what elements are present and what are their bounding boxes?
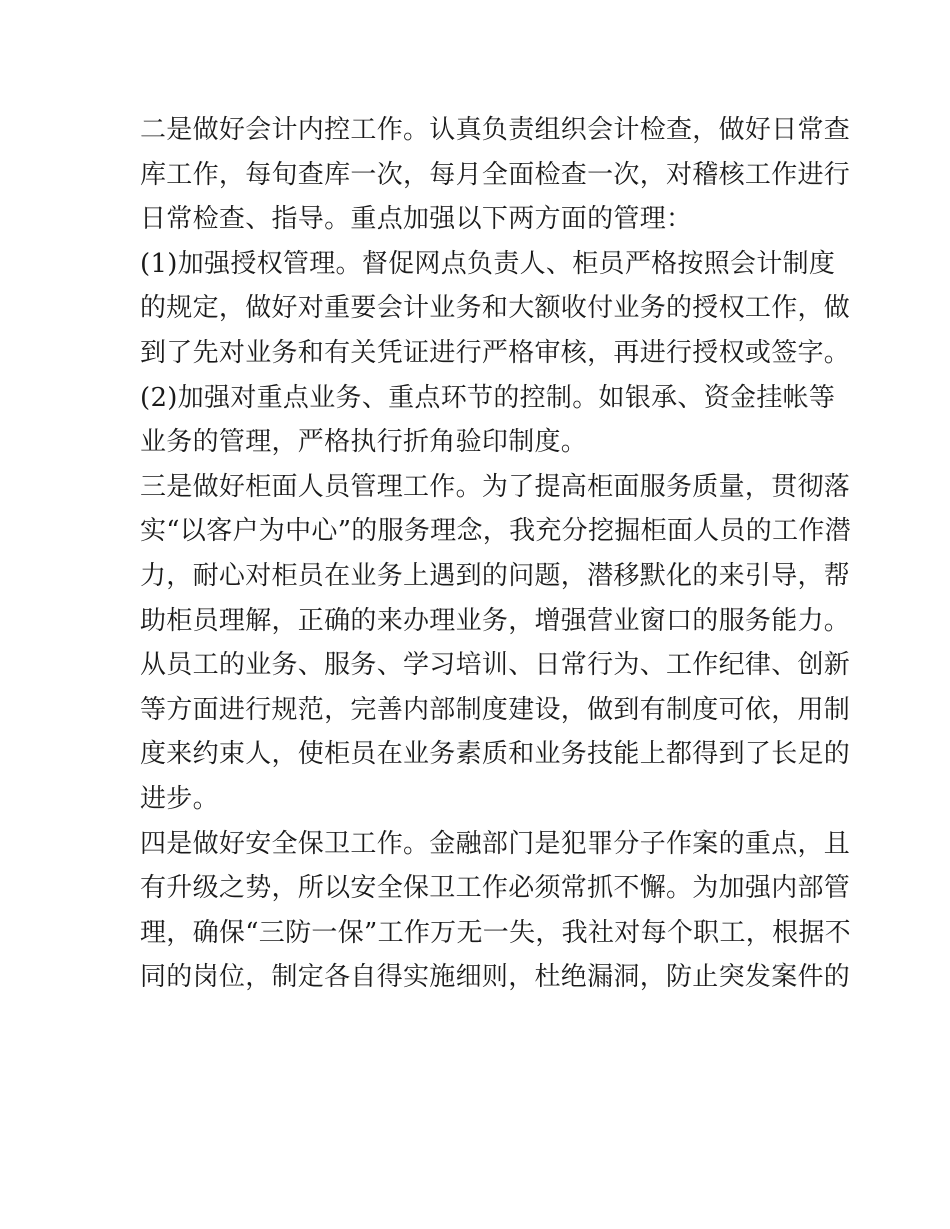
text-line: 业务的管理，严格执行折角验印制度。: [140, 427, 588, 458]
text-line: 助柜员理解，正确的来办理业务，增强营业窗口的服务能力。: [140, 605, 851, 636]
text-line: 理，确保“三防一保”工作万无一失，我社对每个职工，根据不: [140, 917, 851, 948]
text-line: 从员工的业务、服务、学习培训、日常行为、工作纪律、创新: [140, 650, 851, 681]
text-line: 的规定，做好对重要会计业务和大额收付业务的授权工作，做: [140, 293, 851, 324]
text-line: (1)加强授权管理。督促网点负责人、柜员严格按照会计制度: [140, 248, 836, 279]
text-line: 进步。: [140, 783, 219, 814]
text-line: 度来约束人，使柜员在业务素质和业务技能上都得到了长足的: [140, 739, 851, 770]
text-line: 库工作，每旬查库一次，每月全面检查一次，对稽核工作进行: [140, 159, 851, 190]
text-line: 实“以客户为中心”的服务理念，我充分挖掘柜面人员的工作潜: [140, 516, 851, 547]
text-line: 日常检查、指导。重点加强以下两方面的管理：: [140, 204, 693, 235]
text-line: (2)加强对重点业务、重点环节的控制。如银承、资金挂帐等: [140, 382, 836, 413]
text-line: 同的岗位，制定各自得实施细则，杜绝漏洞，防止突发案件的: [140, 962, 851, 993]
text-line: 四是做好安全保卫工作。金融部门是犯罪分子作案的重点，且: [140, 828, 851, 859]
document-body: [140, 108, 851, 1000]
text-line: 力，耐心对柜员在业务上遇到的问题，潜移默化的来引导，帮: [140, 560, 851, 591]
text-line: 有升级之势，所以安全保卫工作必须常抓不懈。为加强内部管: [140, 873, 851, 904]
text-line: 二是做好会计内控工作。认真负责组织会计检查，做好日常查: [140, 115, 851, 145]
text-line: 到了先对业务和有关凭证进行严格审核，再进行授权或签字。: [140, 337, 851, 368]
text-line: 等方面进行规范，完善内部制度建设，做到有制度可依，用制: [140, 694, 851, 725]
text-line: 三是做好柜面人员管理工作。为了提高柜面服务质量，贯彻落: [140, 471, 851, 502]
